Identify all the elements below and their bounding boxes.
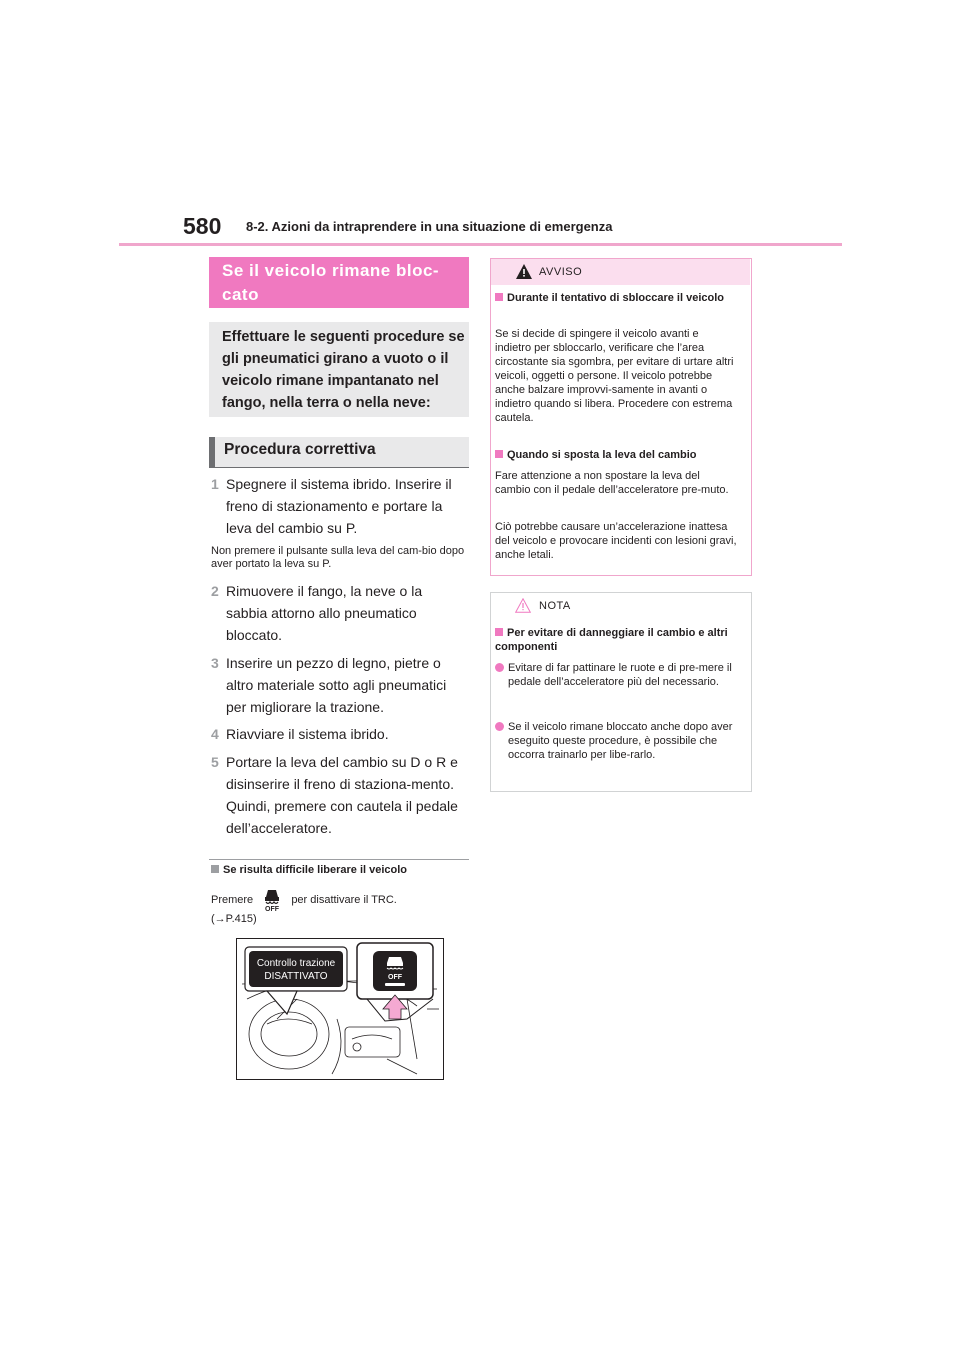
- procedure-heading-box: [209, 437, 469, 468]
- svg-text:OFF: OFF: [265, 906, 280, 912]
- step-number: 1: [211, 476, 219, 492]
- trc-off-icon: [260, 888, 284, 912]
- pink-square-icon: [495, 293, 503, 301]
- step-text: Rimuovere il fango, la neve o la sabbia attorno allo pneumatico bloccato.: [226, 583, 423, 643]
- square-bullet-icon: [211, 865, 219, 873]
- page-number: 580: [183, 213, 222, 239]
- subsection-divider: [209, 859, 469, 860]
- step-text: Portare la leva del cambio su D o R e disinserire il freno di staziona-mento. Quindi, premere con cautela il pedale dell’acceleratore.: [226, 754, 458, 836]
- pink-dot-icon: [495, 663, 504, 672]
- pink-dot-icon: [495, 722, 504, 731]
- procedure-heading: Procedura correttiva: [224, 441, 376, 458]
- notice-box: [490, 592, 752, 792]
- step-3: [211, 652, 466, 718]
- step-number: 4: [211, 726, 219, 742]
- notice-heading: Per evitare di danneggiare il cambio e altri componenti: [495, 627, 728, 653]
- warning-heading-2: Quando si sposta la leva del cambio: [495, 448, 737, 462]
- callout-line-2: DISATTIVATO: [264, 971, 328, 982]
- section-title-box: [209, 257, 469, 308]
- warning-heading-1: Durante il tentativo di sbloccare il veicolo: [495, 291, 737, 305]
- warning-label: AVVISO: [539, 266, 583, 278]
- step-number: 3: [211, 655, 219, 671]
- pink-square-icon: [495, 450, 503, 458]
- step-number: 5: [211, 754, 219, 770]
- step-4: [211, 723, 466, 745]
- intro-box: [209, 322, 469, 417]
- notice-label: NOTA: [539, 600, 571, 612]
- notice-triangle-icon: [515, 598, 531, 613]
- warning-paragraph-1: Se si decide di spingere il veicolo avanti e indietro per sbloccarlo, verificare che l’area circostante sia sgombra, per evitare di urtare altri veicoli, oggetti o persone. Il veicolo potrebbe anche balzare improvvi-samente in avanti o indietro quando si libera. Procedere con estrema cautela.: [495, 328, 734, 424]
- warning-triangle-icon: [516, 264, 532, 279]
- step-note: Non premere il pulsante sulla leva del cam-bio dopo aver portato la leva su P.: [211, 545, 465, 570]
- step-1: [211, 473, 466, 539]
- intro-text: Effettuare le seguenti procedure se gli pneumatici girano a vuoto o il veicolo rimane impantanato nel fango, nella terra o nella neve:: [222, 329, 465, 411]
- button-label: OFF: [388, 974, 402, 981]
- trc-instruction: Premere OFF per disattivare il TRC. (→P.415): [211, 888, 466, 926]
- warning-paragraph-3: Ciò potrebbe causare un’accelerazione inattesa del veicolo e provocare incidenti con lesioni gravi, anche letali.: [495, 521, 737, 561]
- step-5: [211, 751, 466, 839]
- step-text: Spegnere il sistema ibrido. Inserire il freno di stazionamento e portare la leva del cambio su P.: [226, 476, 452, 536]
- chapter-title: 8-2. Azioni da intraprendere in una situazione di emergenza: [246, 219, 613, 234]
- subsection-heading: Se risulta difficile liberare il veicolo: [211, 864, 407, 876]
- section-title: Se il veicolo rimane bloc-cato: [222, 261, 440, 304]
- step-text: Riavviare il sistema ibrido.: [226, 726, 389, 742]
- pink-square-icon: [495, 628, 503, 636]
- step-2: [211, 580, 466, 646]
- step-text: Inserire un pezzo di legno, pietre o altro materiale sotto agli pneumatici per migliorare la trazione.: [226, 655, 447, 715]
- warning-paragraph-2: Fare attenzione a non spostare la leva del cambio con il pedale dell’acceleratore pre-muto.: [495, 470, 729, 496]
- callout-line-1: Controllo trazione: [256, 958, 336, 969]
- dashboard-illustration: [236, 938, 444, 1080]
- heading-bar: [209, 437, 215, 468]
- step-number: 2: [211, 583, 219, 599]
- warning-header: [491, 259, 750, 285]
- notice-bullet-2: Se il veicolo rimane bloccato anche dopo aver eseguito queste procedure, è possibile che occorra trainarlo per libe-rarlo.: [495, 720, 738, 762]
- header-divider: [119, 243, 842, 246]
- notice-bullet-1: Evitare di far pattinare le ruote e di pre-mere il pedale dell’acceleratore più del necessario.: [495, 661, 738, 689]
